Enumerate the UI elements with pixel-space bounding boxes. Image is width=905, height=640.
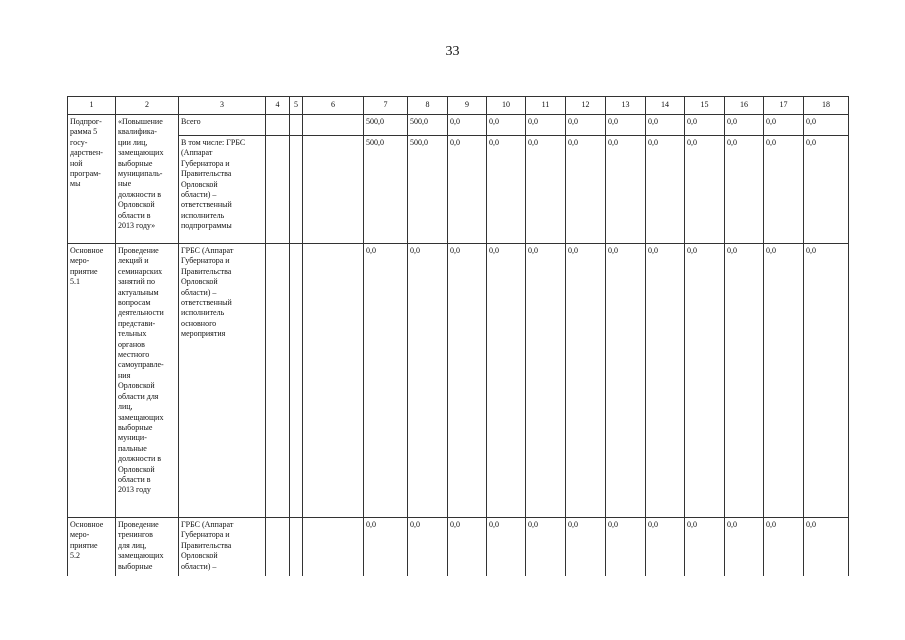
value-cell: 0,0 [566,136,606,244]
value-cell: 0,0 [364,244,408,518]
program-cell: Основное меро- приятие 5.2 [68,518,116,577]
value-cell: 0,0 [685,136,725,244]
value-cell: 0,0 [448,518,487,577]
value-cell: 0,0 [685,518,725,577]
value-cell: 0,0 [487,115,526,136]
value-cell: 0,0 [804,244,849,518]
name-cell: «Повышение квалифика- ции лиц, замещающих выборные муниципаль- ные должности в Орловской области в 2013 году» [116,115,179,244]
value-cell: 0,0 [566,518,606,577]
empty-cell [290,244,303,518]
value-cell: 0,0 [646,244,685,518]
budget-table [67,96,849,576]
responsible-cell: Всего [179,115,266,136]
column-header: 9 [448,97,487,115]
table-header-row [68,97,849,115]
name-cell: Проведение тренингов для лиц, замещающих выборные [116,518,179,577]
value-cell: 0,0 [487,518,526,577]
value-cell: 0,0 [566,115,606,136]
column-header: 11 [526,97,566,115]
page-number: 33 [445,44,460,59]
column-header: 4 [266,97,290,115]
value-cell: 0,0 [408,244,448,518]
value-cell: 500,0 [364,136,408,244]
value-cell: 0,0 [804,136,849,244]
empty-cell [303,518,364,577]
value-cell: 500,0 [364,115,408,136]
value-cell: 0,0 [526,244,566,518]
table-row [68,518,849,577]
empty-cell [303,244,364,518]
value-cell: 0,0 [606,244,646,518]
value-cell: 0,0 [606,115,646,136]
value-cell: 0,0 [646,518,685,577]
program-cell: Подпрог- рамма 5 госу- дарствен- ной програм- мы [68,115,116,244]
value-cell: 0,0 [487,136,526,244]
value-cell: 0,0 [725,115,764,136]
value-cell: 0,0 [448,115,487,136]
empty-cell [266,244,290,518]
value-cell: 0,0 [725,244,764,518]
value-cell: 0,0 [526,136,566,244]
empty-cell [290,518,303,577]
empty-cell [303,136,364,244]
column-header: 13 [606,97,646,115]
value-cell: 0,0 [764,244,804,518]
value-cell: 0,0 [646,136,685,244]
value-cell: 0,0 [764,136,804,244]
column-header: 18 [804,97,849,115]
column-header: 8 [408,97,448,115]
value-cell: 0,0 [804,115,849,136]
column-header: 10 [487,97,526,115]
value-cell: 0,0 [685,115,725,136]
empty-cell [290,115,303,136]
responsible-cell: В том числе: ГРБС (Аппарат Губернатора и Правительства Орловской области) – ответственный исполнитель подпрограммы [179,136,266,244]
column-header: 3 [179,97,266,115]
column-header: 17 [764,97,804,115]
value-cell: 0,0 [725,136,764,244]
column-header: 14 [646,97,685,115]
value-cell: 0,0 [606,136,646,244]
name-cell: Проведение лекций и семинарских занятий по актуальным вопросам деятельности представи- тельных органов местного самоуправле- ния Орловской области для лиц, замещающих выборные муници- пальные должности в Орловской области в 2013 году [116,244,179,518]
empty-cell [266,115,290,136]
value-cell: 0,0 [725,518,764,577]
value-cell: 500,0 [408,115,448,136]
empty-cell [266,136,290,244]
value-cell: 0,0 [448,244,487,518]
value-cell: 0,0 [487,244,526,518]
column-header: 16 [725,97,764,115]
empty-cell [290,136,303,244]
column-header: 12 [566,97,606,115]
value-cell: 0,0 [408,518,448,577]
value-cell: 0,0 [526,115,566,136]
table-row [68,136,849,244]
column-header: 6 [303,97,364,115]
value-cell: 0,0 [566,244,606,518]
value-cell: 500,0 [408,136,448,244]
column-header: 7 [364,97,408,115]
value-cell: 0,0 [685,244,725,518]
column-header: 5 [290,97,303,115]
column-header: 2 [116,97,179,115]
value-cell: 0,0 [606,518,646,577]
value-cell: 0,0 [526,518,566,577]
value-cell: 0,0 [646,115,685,136]
empty-cell [266,518,290,577]
responsible-cell: ГРБС (Аппарат Губернатора и Правительства Орловской области) – [179,518,266,577]
value-cell: 0,0 [364,518,408,577]
value-cell: 0,0 [764,115,804,136]
table-row [68,244,849,518]
empty-cell [303,115,364,136]
column-header: 15 [685,97,725,115]
column-header: 1 [68,97,116,115]
value-cell: 0,0 [764,518,804,577]
responsible-cell: ГРБС (Аппарат Губернатора и Правительства Орловской области) – ответственный исполнитель основного мероприятия [179,244,266,518]
value-cell: 0,0 [804,518,849,577]
program-cell: Основное меро- приятие 5.1 [68,244,116,518]
value-cell: 0,0 [448,136,487,244]
table-row [68,115,849,136]
